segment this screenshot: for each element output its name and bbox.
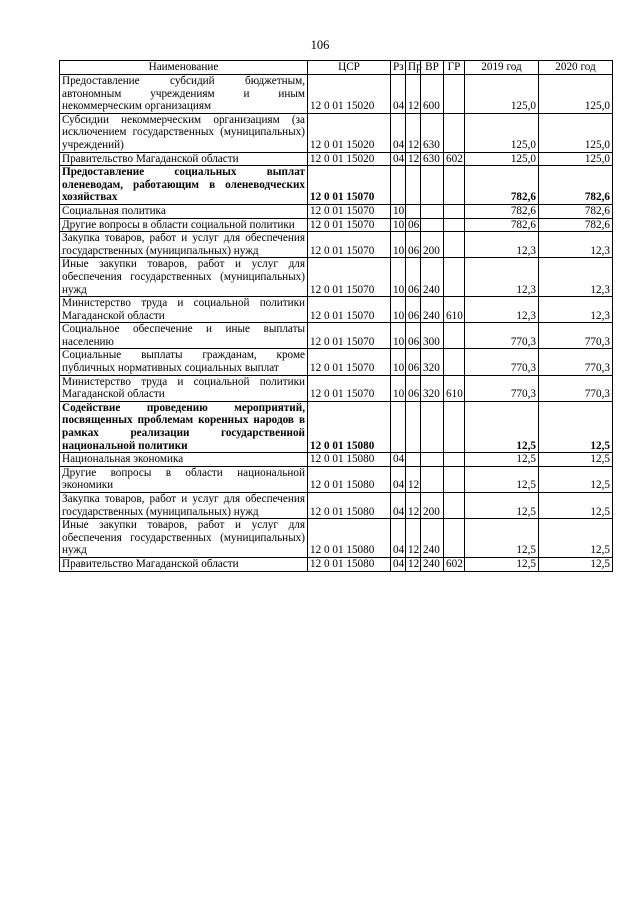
row-csr: 12 0 01 15080 bbox=[308, 453, 391, 467]
row-gr bbox=[444, 166, 465, 205]
row-rz: 10 bbox=[391, 218, 406, 232]
row-vr: 320 bbox=[421, 375, 444, 401]
row-rz: 04 bbox=[391, 557, 406, 571]
row-2019: 782,6 bbox=[465, 218, 539, 232]
table-row bbox=[60, 113, 613, 152]
row-gr bbox=[444, 232, 465, 258]
row-csr: 12 0 01 15080 bbox=[308, 401, 391, 452]
table-header-row bbox=[60, 61, 613, 75]
row-2019: 12,3 bbox=[465, 297, 539, 323]
row-vr: 200 bbox=[421, 493, 444, 519]
table-row bbox=[60, 519, 613, 558]
row-name: Социальная политика bbox=[60, 204, 308, 218]
row-csr: 12 0 01 15020 bbox=[308, 113, 391, 152]
row-2019: 770,3 bbox=[465, 349, 539, 375]
row-rz: 04 bbox=[391, 75, 406, 114]
row-csr: 12 0 01 15080 bbox=[308, 493, 391, 519]
row-gr: 602 bbox=[444, 557, 465, 571]
row-rz: 10 bbox=[391, 204, 406, 218]
row-2019: 125,0 bbox=[465, 152, 539, 166]
row-2020: 12,5 bbox=[539, 557, 613, 571]
row-2019: 770,3 bbox=[465, 375, 539, 401]
page-number: 106 bbox=[310, 38, 330, 52]
row-vr bbox=[421, 466, 444, 492]
row-pr: 12 bbox=[406, 152, 421, 166]
row-vr: 600 bbox=[421, 75, 444, 114]
row-name: Социальное обеспечение и иные выплаты населению bbox=[60, 323, 308, 349]
row-2019: 12,3 bbox=[465, 258, 539, 297]
table-row bbox=[60, 453, 613, 467]
row-pr: 12 bbox=[406, 466, 421, 492]
row-name: Предоставление субсидий бюджетным, автономным учреждениям и иным некоммерческим организациям bbox=[60, 75, 308, 114]
row-rz bbox=[391, 401, 406, 452]
row-rz: 10 bbox=[391, 323, 406, 349]
row-pr: 12 bbox=[406, 493, 421, 519]
row-gr bbox=[444, 323, 465, 349]
row-2019: 12,5 bbox=[465, 401, 539, 452]
row-csr: 12 0 01 15070 bbox=[308, 349, 391, 375]
row-vr bbox=[421, 166, 444, 205]
row-2020: 770,3 bbox=[539, 323, 613, 349]
header-pr: Пр bbox=[406, 61, 421, 75]
row-2019: 782,6 bbox=[465, 166, 539, 205]
row-name: Содействие проведению мероприятий, посвященных проблемам коренных народов в рамках реализации государственной национальной политики bbox=[60, 401, 308, 452]
row-2019: 12,3 bbox=[465, 232, 539, 258]
row-2019: 782,6 bbox=[465, 204, 539, 218]
row-2019: 770,3 bbox=[465, 323, 539, 349]
row-2020: 125,0 bbox=[539, 75, 613, 114]
row-name: Иные закупки товаров, работ и услуг для обеспечения государственных (муниципальных) нужд bbox=[60, 519, 308, 558]
row-gr bbox=[444, 204, 465, 218]
row-pr: 06 bbox=[406, 232, 421, 258]
row-rz: 04 bbox=[391, 466, 406, 492]
row-name: Другие вопросы в области социальной политики bbox=[60, 218, 308, 232]
row-gr bbox=[444, 218, 465, 232]
table-row bbox=[60, 493, 613, 519]
row-csr: 12 0 01 15080 bbox=[308, 557, 391, 571]
row-csr: 12 0 01 15080 bbox=[308, 466, 391, 492]
row-name: Правительство Магаданской области bbox=[60, 557, 308, 571]
row-csr: 12 0 01 15070 bbox=[308, 375, 391, 401]
header-gr: ГР bbox=[444, 61, 465, 75]
row-2019: 125,0 bbox=[465, 113, 539, 152]
row-csr: 12 0 01 15020 bbox=[308, 152, 391, 166]
row-2020: 782,6 bbox=[539, 166, 613, 205]
row-vr: 200 bbox=[421, 232, 444, 258]
row-vr: 240 bbox=[421, 557, 444, 571]
row-gr bbox=[444, 401, 465, 452]
row-name: Субсидии некоммерческим организациям (за исключением государственных (муниципальных) учреждений) bbox=[60, 113, 308, 152]
row-gr bbox=[444, 466, 465, 492]
row-pr: 12 bbox=[406, 519, 421, 558]
row-csr: 12 0 01 15070 bbox=[308, 218, 391, 232]
row-gr: 602 bbox=[444, 152, 465, 166]
table-row bbox=[60, 323, 613, 349]
row-2020: 12,3 bbox=[539, 258, 613, 297]
row-csr: 12 0 01 15070 bbox=[308, 232, 391, 258]
row-name: Социальные выплаты гражданам, кроме публичных нормативных социальных выплат bbox=[60, 349, 308, 375]
row-name: Национальная экономика bbox=[60, 453, 308, 467]
row-rz: 04 bbox=[391, 152, 406, 166]
row-2020: 125,0 bbox=[539, 152, 613, 166]
row-pr bbox=[406, 204, 421, 218]
row-name: Правительство Магаданской области bbox=[60, 152, 308, 166]
row-2020: 125,0 bbox=[539, 113, 613, 152]
row-csr: 12 0 01 15080 bbox=[308, 519, 391, 558]
row-rz bbox=[391, 166, 406, 205]
table-body bbox=[60, 75, 613, 572]
row-pr: 06 bbox=[406, 218, 421, 232]
row-2020: 12,5 bbox=[539, 453, 613, 467]
table-row bbox=[60, 466, 613, 492]
row-vr: 320 bbox=[421, 349, 444, 375]
row-2020: 12,5 bbox=[539, 401, 613, 452]
row-2019: 12,5 bbox=[465, 453, 539, 467]
row-csr: 12 0 01 15070 bbox=[308, 323, 391, 349]
row-name: Иные закупки товаров, работ и услуг для обеспечения государственных (муниципальных) нужд bbox=[60, 258, 308, 297]
row-rz: 10 bbox=[391, 375, 406, 401]
table-row bbox=[60, 232, 613, 258]
table-row bbox=[60, 218, 613, 232]
row-2020: 12,5 bbox=[539, 493, 613, 519]
header-csr: ЦСР bbox=[308, 61, 391, 75]
row-2020: 770,3 bbox=[539, 375, 613, 401]
header-vr: ВР bbox=[421, 61, 444, 75]
row-2019: 12,5 bbox=[465, 493, 539, 519]
header-rz: Рз bbox=[391, 61, 406, 75]
row-pr: 12 bbox=[406, 557, 421, 571]
row-gr: 610 bbox=[444, 297, 465, 323]
row-csr: 12 0 01 15070 bbox=[308, 297, 391, 323]
table-row bbox=[60, 349, 613, 375]
row-2019: 125,0 bbox=[465, 75, 539, 114]
row-vr: 240 bbox=[421, 258, 444, 297]
row-vr bbox=[421, 401, 444, 452]
row-2019: 12,5 bbox=[465, 466, 539, 492]
row-vr bbox=[421, 218, 444, 232]
row-2020: 782,6 bbox=[539, 204, 613, 218]
row-gr bbox=[444, 349, 465, 375]
budget-table bbox=[59, 60, 613, 572]
header-2019: 2019 год bbox=[465, 61, 539, 75]
row-2019: 12,5 bbox=[465, 519, 539, 558]
table-row bbox=[60, 204, 613, 218]
header-name: Наименование bbox=[60, 61, 308, 75]
row-pr bbox=[406, 401, 421, 452]
row-2020: 770,3 bbox=[539, 349, 613, 375]
row-gr bbox=[444, 75, 465, 114]
table-row bbox=[60, 258, 613, 297]
row-2020: 12,3 bbox=[539, 297, 613, 323]
row-vr bbox=[421, 453, 444, 467]
row-csr: 12 0 01 15020 bbox=[308, 75, 391, 114]
row-rz: 04 bbox=[391, 493, 406, 519]
row-name: Другие вопросы в области национальной экономики bbox=[60, 466, 308, 492]
row-gr: 610 bbox=[444, 375, 465, 401]
row-pr bbox=[406, 453, 421, 467]
table-row bbox=[60, 401, 613, 452]
row-pr bbox=[406, 166, 421, 205]
row-gr bbox=[444, 453, 465, 467]
row-rz: 04 bbox=[391, 519, 406, 558]
table-row bbox=[60, 75, 613, 114]
row-name: Предоставление социальных выплат оленеводам, работающим в оленеводческих хозяйствах bbox=[60, 166, 308, 205]
row-csr: 12 0 01 15070 bbox=[308, 166, 391, 205]
row-gr bbox=[444, 113, 465, 152]
row-gr bbox=[444, 258, 465, 297]
row-rz: 04 bbox=[391, 113, 406, 152]
row-pr: 06 bbox=[406, 297, 421, 323]
row-rz: 10 bbox=[391, 258, 406, 297]
row-csr: 12 0 01 15070 bbox=[308, 204, 391, 218]
table-row bbox=[60, 375, 613, 401]
row-rz: 10 bbox=[391, 349, 406, 375]
table-row bbox=[60, 166, 613, 205]
row-2020: 12,5 bbox=[539, 466, 613, 492]
row-rz: 10 bbox=[391, 232, 406, 258]
row-vr: 300 bbox=[421, 323, 444, 349]
row-rz: 10 bbox=[391, 297, 406, 323]
row-pr: 06 bbox=[406, 375, 421, 401]
row-pr: 06 bbox=[406, 258, 421, 297]
table-row bbox=[60, 557, 613, 571]
row-pr: 06 bbox=[406, 323, 421, 349]
row-2020: 12,3 bbox=[539, 232, 613, 258]
row-vr: 630 bbox=[421, 113, 444, 152]
row-vr: 240 bbox=[421, 297, 444, 323]
row-pr: 06 bbox=[406, 349, 421, 375]
row-name: Министерство труда и социальной политики Магаданской области bbox=[60, 375, 308, 401]
row-rz: 04 bbox=[391, 453, 406, 467]
row-name: Закупка товаров, работ и услуг для обеспечения государственных (муниципальных) нужд bbox=[60, 493, 308, 519]
row-csr: 12 0 01 15070 bbox=[308, 258, 391, 297]
row-vr bbox=[421, 204, 444, 218]
row-vr: 630 bbox=[421, 152, 444, 166]
row-vr: 240 bbox=[421, 519, 444, 558]
table-row bbox=[60, 152, 613, 166]
row-name: Закупка товаров, работ и услуг для обеспечения государственных (муниципальных) нужд bbox=[60, 232, 308, 258]
row-pr: 12 bbox=[406, 113, 421, 152]
table-row bbox=[60, 297, 613, 323]
row-2020: 782,6 bbox=[539, 218, 613, 232]
row-2019: 12,5 bbox=[465, 557, 539, 571]
row-gr bbox=[444, 493, 465, 519]
row-pr: 12 bbox=[406, 75, 421, 114]
row-gr bbox=[444, 519, 465, 558]
row-2020: 12,5 bbox=[539, 519, 613, 558]
header-2020: 2020 год bbox=[539, 61, 613, 75]
row-name: Министерство труда и социальной политики Магаданской области bbox=[60, 297, 308, 323]
